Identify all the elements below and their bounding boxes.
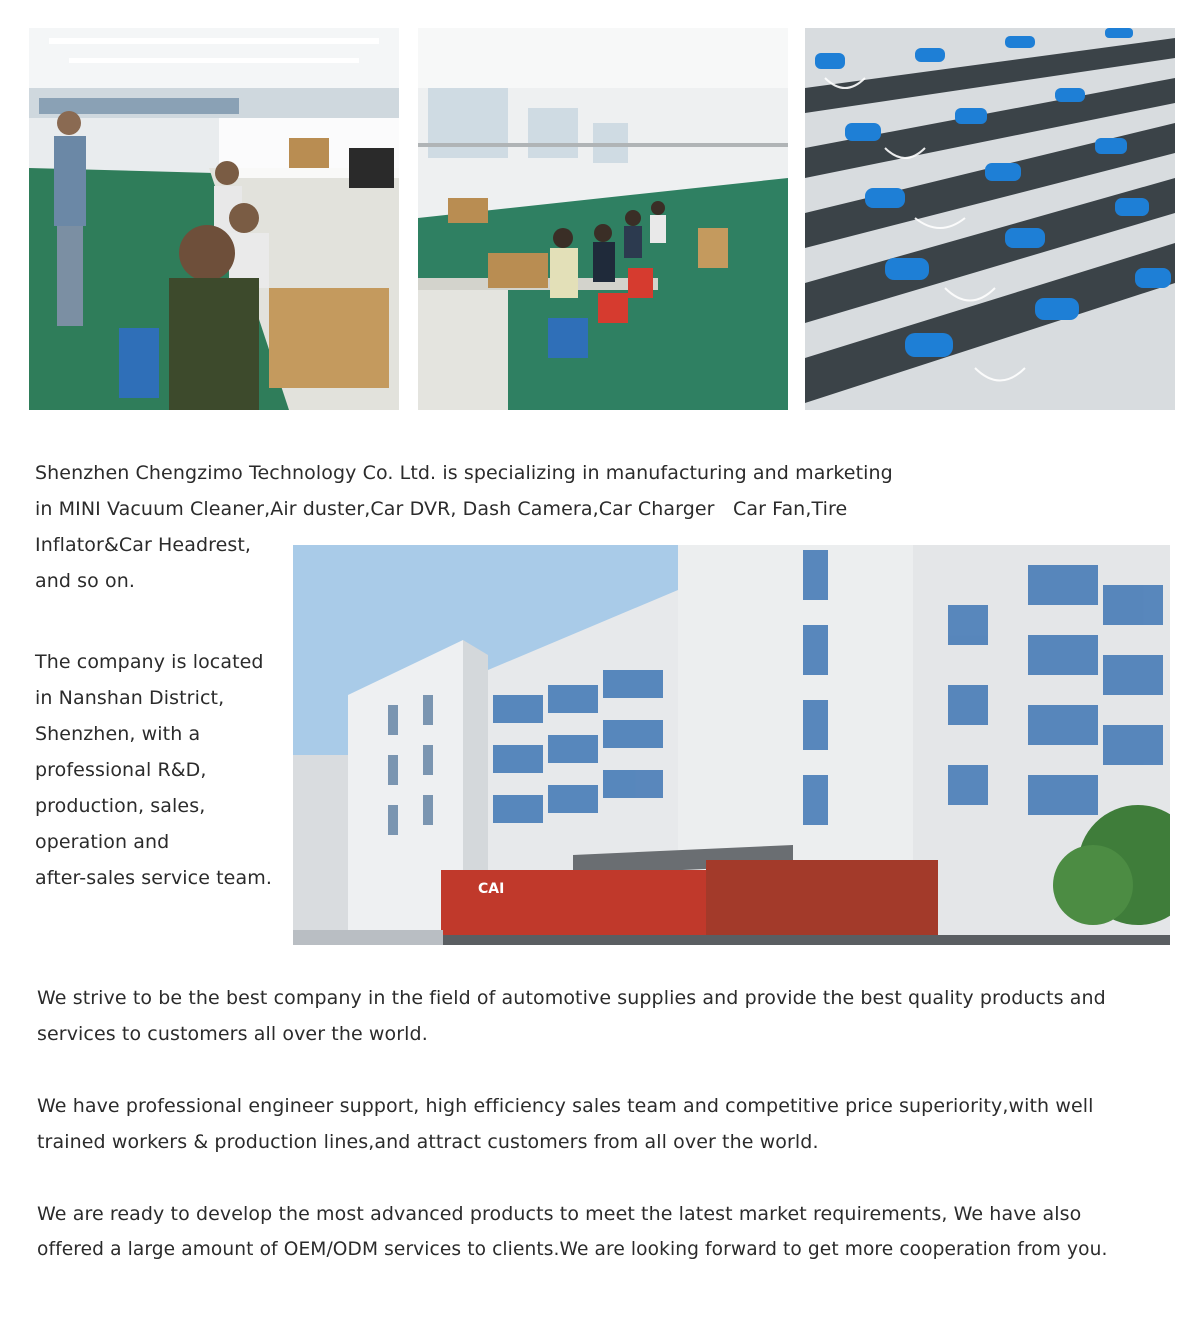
- strive-line: We strive to be the best company in the field of automotive supplies and provide the best quality products and: [37, 987, 1106, 1009]
- strive-paragraph: [37, 980, 1106, 1052]
- location-line: after-sales service team.: [35, 867, 272, 889]
- intro-line: in MINI Vacuum Cleaner,Air duster,Car DVR, Dash Camera,Car Charger Car Fan,Tire: [35, 498, 848, 520]
- strive-line: services to customers all over the world.: [37, 1023, 428, 1045]
- location-line: professional R&D,: [35, 759, 207, 781]
- intro-line: Inflator&Car Headrest,: [35, 534, 252, 556]
- support-line: We have professional engineer support, high efficiency sales team and competitive price superiority,with well: [37, 1095, 1094, 1117]
- ready-paragraph: [37, 1196, 1107, 1268]
- location-line: Shenzhen, with a: [35, 723, 201, 745]
- location-line: production, sales,: [35, 795, 206, 817]
- factory-building-photo: [293, 545, 1170, 945]
- intro-line: Shenzhen Chengzimo Technology Co. Ltd. is specializing in manufacturing and marketing: [35, 462, 893, 484]
- location-line: in Nanshan District,: [35, 687, 225, 709]
- location-line: The company is located: [35, 651, 264, 673]
- factory-floor-photo: [29, 28, 399, 410]
- support-line: trained workers & production lines,and attract customers from all over the world.: [37, 1131, 819, 1153]
- ready-line: We are ready to develop the most advanced products to meet the latest market requirements, We have also: [37, 1203, 1082, 1225]
- battery-testing-photo: [805, 28, 1175, 410]
- intro-line: and so on.: [35, 570, 136, 592]
- location-line: operation and: [35, 831, 170, 853]
- assembly-line-photo: [418, 28, 788, 410]
- container-label: CAI: [478, 881, 505, 897]
- location-paragraph: [35, 644, 272, 896]
- ready-line: offered a large amount of OEM/ODM services to clients.We are looking forward to get more cooperation from you.: [37, 1239, 1108, 1260]
- support-paragraph: [37, 1088, 1094, 1160]
